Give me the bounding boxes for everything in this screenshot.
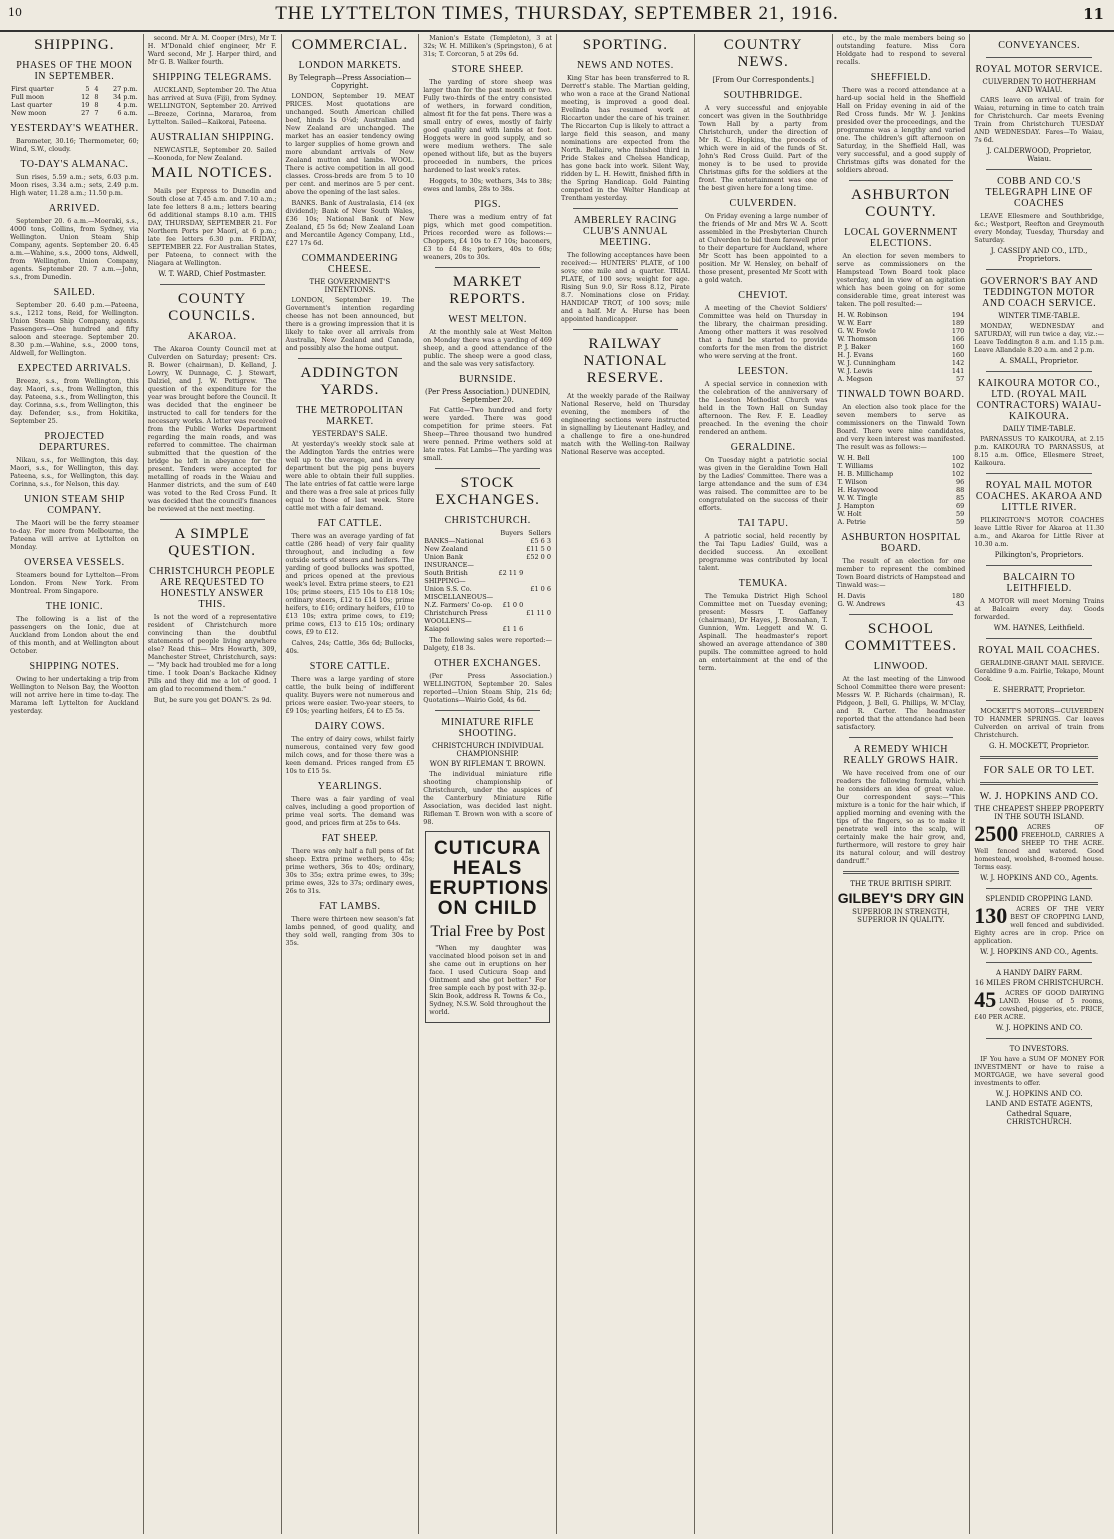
divider [986,638,1092,639]
sailed-text: September 20. 6.40 p.m.—Pateena, s.s., 1212 tons, Reid, for Wellington. Union Steam Ship Company, agents. Passengers—One hundred and fifty saloon and steerage. September 20. 8.30 p.m.—Wahine, s.s., 2000 tons, Aldwell, for Wellington. [10,301,139,357]
divider [160,519,265,520]
amberley-heading: AMBERLEY RACING CLUB'S ANNUAL MEETING. [573,215,677,248]
mockett-proprietor: G. H. MOCKETT, Proprietor. [989,742,1090,750]
rifle-text: The individual miniature rifle shooting championship of Christchurch, under the auspices of the Canterbury Miniature Rifle Association, was decided last night. Rifleman T. Brown won with a score of 98. [423,770,552,826]
geraldine-coaches-heading: ROYAL MAIL COACHES. [978,645,1101,656]
akaroa-heading: ROYAL MAIL MOTOR COACHES. AKAROA AND LITTLE RIVER. [975,480,1103,513]
royal-motor-heading: ROYAL MOTOR SERVICE. [975,64,1103,75]
store-sheep-heading: STORE SHEEP. [451,64,524,75]
result-row: A. Petrie 59 [837,518,965,526]
fat-cattle-heading: FAT CATTLE. [317,518,383,529]
hair-remedy-heading: A REMEDY WHICH REALLY GROWS HAIR. [843,744,959,766]
divider [980,756,1098,759]
dairy-acres: 45 [974,987,997,1012]
col4-top-text: Manion's Estate (Templeton), 3 at 32s; W. H. Milliken's (Springston), 6 at 31s; T. Corcoran, 5 at 29s 6d. [423,34,552,58]
gin-tagline: SUPERIOR IN STRENGTH, SUPERIOR IN QUALITY. [852,908,950,924]
oversea-text: Steamers bound for Lyttelton—From London. From New York. From Montreal. From Singapore. [10,571,139,595]
union-text: The Maori will be the ferry steamer to-day. For more from Melbourne, the Pateena will arrive at Lyttelton on Monday. [10,519,139,551]
southbridge-text: A very successful and enjoyable concert was given in the Southbridge Town Hall by a party from Christchurch, under the direction of Mr R. C. Hopkins, the proceeds of which were in aid of the funds of St. John's Red Cross Guild. Part of the money is to be used to provide Christmas gifts for the soldiers at the front. The entertainment was one of the best given here for a long time. [698,104,828,192]
dairy-farm-heading: A HANDY DAIRY FARM. [995,969,1083,977]
other-exchanges-heading: OTHER EXCHANGES. [434,658,542,669]
leeston-heading: LEESTON. [737,366,789,377]
masthead [0,0,1114,32]
stock-table [423,529,552,633]
fat-sheep-text: There was only half a full pens of fat sheep. Extra prime wethers, to 45s; prime wethers, 36s to 40s; ordinary, 30s to 35s; extra prime ewes, to 39s; prime ewes, 32s to 37s; ordinary ewes, 26s to 31s. [285,847,415,895]
investors-text: IF You have a SUM OF MONEY FOR INVESTMENT or have to raise a MORTGAGE, we have several good investments to offer. [974,1055,1104,1087]
addington-text: At yesterday's weekly stock sale at the Addington Yards the entries were well up to the average, and in every department but the pig pens buyers were able to obtain their full supplies. The late entries of fat cattle were large and there was a free sale at prices fully equal to those of last week. Store cattle met with a fair demand. [285,440,415,512]
column-commercial [282,34,420,1534]
cropping-agent: W. J. HOPKINS AND CO., Agents. [980,948,1099,956]
result-row: T. Williams 102 [837,462,965,470]
oversea-heading: OVERSEA VESSELS. [24,557,125,568]
weather-text: Barometer, 30.16; Thermometer, 60; Wind, S.W., cloudy. [10,137,139,153]
divider [573,208,678,209]
result-row: W. Thomson 166 [837,335,965,343]
royal-motor-text: CARS leave on arrival of train for Waiau, returning in time to catch train for Christchurch. Car meets Evening Train from Christchurch TUESDAY AND WEDNESDAY. Fares—To Waiau, 7s 6d. [974,96,1104,144]
dairy-farm-advert [974,989,1104,1021]
london-heading: LONDON MARKETS. [298,60,402,71]
stock-row: Union S.S. Co. £1 0 6 [424,585,551,593]
rifle-subheading-2: WON BY RIFLEMAN T. BROWN. [429,760,546,768]
result-row: J. Hampton 69 [837,502,965,510]
cuticura-advert [425,831,550,1023]
country-news-subheading: [From Our Correspondents.] [712,76,814,84]
linwood-heading: LINWOOD. [873,661,928,672]
sheep-acres: 2500 [974,821,1019,846]
masthead-title: THE LYTTELTON TIMES, THURSDAY, SEPTEMBER 21, 1916. [275,3,839,24]
sporting-heading: SPORTING. [582,37,668,53]
column-sporting [557,34,695,1534]
geraldine-coaches-text: GERALDINE-GRANT MAIL SERVICE. Geraldine 9 a.m. Fairlie, Tekapo, Mount Cook. [974,659,1104,683]
sheffield-heading: SHEFFIELD. [870,72,932,83]
store-sheep-prices: Hoggets, to 30s; wethers, 34s to 38s; ewes and lambs, 28s to 38s. [423,177,552,193]
result-row: A. Megson 57 [837,375,965,383]
mockett-text: MOCKETT'S MOTORS—CULVERDEN TO HANMER SPRINGS. Car leaves Culverden on arrival of train from Christchurch. [974,707,1104,739]
ionic-heading: THE IONIC. [45,601,103,612]
result-row: W. J. Cunningham 142 [837,359,965,367]
hair-remedy-text: We have received from one of our readers the following formula, which he considers an idea of great value. Our correspondent says:—"This mixture is a tonic for the hair which, if applied morning and evening with the tips of the fingers, so as to make it penetrate well into the scalp, will certainly make the hair grow, and, furthermore, will restore to grey hair its natural colour, and will destroy dandruff." [836,769,966,865]
cheviot-heading: CHEVIOT. [738,290,788,301]
stock-row: New Zealand £11 5 0 [424,545,551,553]
sheep-property-advert [974,823,1104,871]
stock-row: South British £2 11 9 [424,569,524,577]
column-elections [833,34,971,1534]
hampstead-results [837,311,966,383]
stock-row: WOOLLENS— [424,617,472,625]
result-row: W. W. Tingle 85 [837,494,965,502]
divider [435,468,540,469]
geraldine-heading: GERALDINE. [730,442,796,453]
stock-row: MISCELLANEOUS— [424,593,494,601]
burnside-dateline: (Per Press Association.) DUNEDIN, September 20. [425,388,551,404]
calves-text: Calves, 24s; Cattle, 36s 6d; Bullocks, 40s. [285,639,415,655]
land-agents-heading: LAND AND ESTATE AGENTS, [985,1100,1093,1108]
cobb-heading: COBB AND CO.'S TELEGRAPH LINE OF COACHES [985,176,1093,209]
burnside-text: Fat Cattle—Two hundred and forty were yarded. There was good competition for prime steers. Fat Sheep—Three thousand two hundred were penned. Prime wethers sold at late rates. Fat Lambs—The yarding was small. [423,406,552,462]
kaikoura-heading: KAIKOURA MOTOR CO., LTD. (ROYAL MAIL CONTRACTORS) WAIAU-KAIKOURA. [976,378,1102,422]
weather-heading: YESTERDAY'S WEATHER. [10,123,139,134]
temuka-text: The Temuka District High School Committee met on Tuesday evening; present: Messrs T. Gaffaney (chairman), Dr Hayes, J. Brosnahan, T. Gunnion, Wm. Leggett and W. G. Aspinall. The headmaster's report showed an average attendance of 380 pupils. The committee agreed to hold an entertainment at the end of the term. [698,592,828,672]
london-text: LONDON, September 19. MEAT PRICES. Most quotations are unchanged. South American chilled beef, hinds 1s 0¼d; Australian and New Zealand are unchanged. The market has an easier tendency owing to larger supplies of home grown and more abundant arrivals of New Zealand mutton and lambs. WOOL. There is active competition in all good classes. Cross-breds are from 5 to 10 per cent. and merinos are 5 per cent. above the opening of the last sales. [285,92,415,196]
page-number: 11 [1083,5,1104,23]
linwood-text: At the last meeting of the Linwood School Committee there were present: Messrs W. P. Richards (chairman), R. Pidgeon, J. Bell, G. Phillips, W. M'Clay, and R. Carter. The headmaster reported that the attendance had been satisfactory. [836,675,966,731]
governors-bay-text: MONDAY, WEDNESDAY and SATURDAY, will run twice a day, viz.:—Leave Teddington 8 a.m. and 1.15 p.m. Leave Allandale 8.20 a.m. and 2 p.m. [974,322,1104,354]
cheese-subheading: THE GOVERNMENT'S INTENTIONS. [309,278,391,294]
railway-reserve-heading: RAILWAY NATIONAL RESERVE. [583,336,668,386]
kaikoura-text: PARNASSUS TO KAIKOURA, at 2.15 p.m. KAIKOURA TO PARNASSUS, at 8.15 a.m. Office, Ellesmere Street, Kaikoura. [974,435,1104,467]
moon-row: Last quarter 19 8 4 p.m. [11,101,138,109]
divider [986,565,1092,566]
column-shipping [6,34,144,1534]
stock-row: Kaiapoi £1 1 6 [424,625,524,633]
cheese-heading: COMMANDEERING CHEESE. [301,253,399,275]
projected-heading: PROJECTED DEPARTURES. [38,431,110,453]
telegrams-heading: SHIPPING TELEGRAMS. [152,72,272,83]
column-country-news [695,34,833,1534]
conveyances-heading: CONVEYANCES. [998,40,1081,51]
cobb-text: LEAVE Ellesmere and Southbridge, &c.; Westport, Reefton and Greymouth every Monday, Tuesday, Thursday and Saturday. [974,212,1104,244]
union-heading: UNION STEAM SHIP COMPANY. [23,494,125,516]
almanac-heading: TO-DAY'S ALMANAC. [20,159,129,170]
sheffield-text: There was a record attendance at a hard-up social held in the Sheffield Hall on Friday evening in aid of the Red Cross funds. Mr W. J. Jenkins presided over the proceedings, and the programme was a lengthy and varied one. The children's gift afternoon on Saturday, in the Sheffield Hall, was very successful, and a good supply of Christmas gifts was donated for the soldiers abroad. [836,86,966,174]
yearlings-heading: YEARLINGS. [317,781,382,792]
investors-heading: TO INVESTORS. [1009,1045,1069,1053]
divider [986,473,1092,474]
culverden-heading: CULVERDEN. [729,198,797,209]
telegrams-text: AUCKLAND, September 20. The Atua has arrived at Suva (Fiji), from Sydney. WELLINGTON, September 20. Arrived—Breeze, Corinna, Mararoa, from Lyttelton. Sailed—Kaikorai, Pateena. [147,86,277,126]
dairy-farm-agent: W. J. HOPKINS AND CO. [995,1024,1083,1032]
country-news-heading: COUNTRY NEWS. [723,37,803,70]
divider [986,700,1092,701]
west-melton-text: At the monthly sale at West Melton on Monday there was a yarding of 469 sheep, and a good attendance of the public. The sheep were a good class, and the sale was very satisfactory. [423,328,552,368]
kaikoura-timetable: DAILY TIME-TABLE. [1002,425,1076,433]
banks-text: BANKS. Bank of Australasia, £14 (ex dividend); Bank of New South Wales, £36 10s; National Bank of New Zealand, £5 5s 6d; New Zealand Loan and Mercantile Agency Company, Ltd., £27 17s 6d. [285,199,415,247]
sheep-property-heading: THE CHEAPEST SHEEP PROPERTY IN THE SOUTH ISLAND. [974,805,1104,821]
stock-note: The following sales were reported:—Dalgety, £18 3s. [423,636,552,652]
cropping-acres: 130 [974,903,1008,928]
shipping-notes-heading: SHIPPING NOTES. [29,661,120,672]
addington-subheading: THE METROPOLITAN MARKET. [296,405,404,427]
hospital-heading: ASHBURTON HOSPITAL BOARD. [841,532,961,554]
news-notes-heading: NEWS AND NOTES. [577,60,674,71]
cheviot-text: A meeting of the Cheviot Soldiers' Committee was held on Thursday in the library, the chairman presiding. Among other matters it was resolved that a fund be started to provide comforts for the men from the district who were serving at the front. [698,304,828,360]
ionic-text: The following is a list of the passengers on the Ionic, due at Auckland from London about the end of this month, and at Wellington about October. [10,615,139,655]
london-byline: By Telegraph—Press Association—Copyright. [288,74,412,90]
gin-subheading: THE TRUE BRITISH SPIRIT. [850,880,952,888]
expected-heading: EXPECTED ARRIVALS. [17,363,132,374]
rifle-subheading: CHRISTCHURCH INDIVIDUAL CHAMPIONSHIP. [431,742,544,758]
moon-row: Full moon 12 8 34 p.m. [11,93,138,101]
commercial-heading: COMMERCIAL. [291,37,409,53]
cuticura-text: "When my daughter was vaccinated blood poison set in and she came out in eruptions on her face. I used Cuticura Soap and Ointment and she got better." For free sample each by post with 32-p. Skin Book, address R. Towns & Co., Sydney, N.S.W. Sold throughout the world. [429,944,546,1016]
result-row: T. Wilson 96 [837,478,965,486]
dairy-cows-heading: DAIRY COWS. [314,721,385,732]
simple-question-end: But, be sure you get DOAN'S. 2s 9d. [153,696,272,704]
sailed-heading: SAILED. [53,287,96,298]
moon-table [10,85,139,117]
cropping-text: ACRES OF THE VERY BEST OF CROPPING LAND, well fenced and subdivided. Eighty acres are in crop. Price on application. [974,905,1104,945]
arrived-heading: ARRIVED. [48,203,100,214]
dairy-farm-distance: 16 MILES FROM CHRISTCHURCH. [974,979,1104,987]
ashburton-heading: ASHBURTON COUNTY. [851,187,951,220]
sheep-property-text: ACRES OF FREEHOLD, CARRIES A SHEEP TO THE ACRE. Well fenced and watered. Good homestead, woolshed, 8-roomed house. Terms easy. [974,823,1104,871]
moon-heading: PHASES OF THE MOON IN SEPTEMBER. [16,60,133,82]
sheep-property-agent: W. J. HOPKINS AND CO., Agents. [980,874,1099,882]
hospital-results [837,592,966,608]
store-sheep-text: The yarding of store sheep was larger than for the past month or two. Fully two-thirds of the entry consisted of wethers, in forward condition, almost fit for the fat pens. There was a small entry of ewes, mostly of fairly good quality and with lambs at foot. Hoggets were in good supply, and so were medium wethers. The sale opened without life, but as the buyers proceeded in numbers, the prices hardened to last week's rates. [423,78,552,174]
result-row: W. H. Bell 100 [837,454,965,462]
yearlings-text: There was a fair yarding of veal calves, including a good proportion of prime veal sorts. The demand was good, and prices firm at 25s to 64s. [285,795,415,827]
for-sale-heading: FOR SALE OR TO LET. [983,765,1095,776]
result-row: W. J. Lewis 141 [837,367,965,375]
hospital-text: The result of an election for one member to represent the combined Town Board districts of Hampstead and Tinwald was:— [836,557,966,589]
pigs-text: There was a medium entry of fat pigs, which met good competition. Prices recorded were as follows:—Choppers, £4 10s to £7 10s; baconers, £3 to £4 8s; porkers, 40s to 60s; weaners, 20s to 30s. [423,213,552,261]
stock-row: N.Z. Farmers' Co-op. £1 0 0 [424,601,524,609]
fat-lambs-text: There were thirteen new season's fat lambs penned, of good quality, and they sold well, ranging from 30s to 35s. [285,915,415,947]
cuticura-headline: CUTICURA HEALS ERUPTIONS ON CHILD [429,838,550,919]
cuticura-trial: Trial Free by Post [430,923,545,940]
result-row: G. W. Fowle 170 [837,327,965,335]
southbridge-heading: SOUTHBRIDGE. [723,90,803,101]
fat-sheep-heading: FAT SHEEP. [321,833,379,844]
news-notes-text: King Star has been transferred to R. Derrett's stable. The Martian gelding, who won a race at the Grand National meeting, is improved a good deal. Evelinda has resumed work at Riccarton under the care of his trainer. The Riccarton Cup is likely to attract a large field this season, and many nominations are expected from the North. Bellaire, who finished third in Pride Stakes and Chelsea Handicap, has gone back into work. Silent Way, ridden by L. H. Hewitt, finished fifth in the Spring Handicap. Gold Painting competed in the Welter Handicap at Trentham yesterday. [561,74,690,202]
column-conveyances [970,34,1108,1534]
dairy-farm-text: ACRES OF GOOD DAIRYING LAND. House of 5 rooms, cowshed, piggeries, etc. PRICE, £40 PER ACRE. [974,989,1104,1021]
culverden-text: On Friday evening a large number of the friends of Mr and Mrs W. A. Scott assembled in the Presbyterian Church at Culverden to bid them farewell prior to their departure for Auckland, where Mr Scott has been appointed to a position. Mr W. Hensley, on behalf of those present, presented Mr Scott with a gold watch. [698,212,828,284]
divider [849,614,954,615]
masthead-left: 10 [8,6,22,19]
simple-question-text: Is not the word of a representative resident of Christchurch more convincing than the doubtful statements of people living anywhere else? Read this— Mrs Howarth, 309, Manchester Street, Christchurch, says:— "My back had troubled me for a long time. I took Doan's Backache Kidney Pills and they did me a lot of good. I am glad to recommend them." [147,613,277,693]
balcairn-text: A MOTOR will meet Morning Trains at Balcairn every day. Goods forwarded. [974,597,1104,621]
shipping-heading: SHIPPING. [34,37,115,53]
geraldine-coaches-proprietor: E. SHERRATT, Proprietor. [993,686,1086,694]
divider [980,782,1098,785]
divider [986,962,1092,963]
divider [986,169,1092,170]
royal-motor-route: CULVERDEN TO HOTHERHAM AND WAIAU. [982,78,1096,94]
west-melton-heading: WEST MELTON. [448,314,527,325]
addington-heading: ADDINGTON YARDS. [300,365,400,398]
projected-text: Nikau, s.s., for Wellington, this day. Maori, s.s., for Wellington, this day. Pateena, s.s., for Wellington, this day. Corinna, s.s., for Nelson, this day. [10,456,139,488]
temuka-heading: TEMUKA. [738,578,788,589]
governors-bay-timetable: WINTER TIME-TABLE. [998,312,1081,320]
land-agents-address: Cathedral Square, CHRISTCHURCH. [1006,1110,1072,1126]
amberley-text: The following acceptances have been received:— HUNTERS' PLATE, of 100 sovs; one mile and a quarter. TRIAL PLATE, of 100 sovs; weight for age. Rising Sun 9.0, Sir Ross 8.12, Pirate 8.7. Nominations close on Friday. HANDICAP TROT, of 100 sovs; mile and a half. Mr A. Hurse has been appointed handicapper. [561,251,690,323]
stock-row: SHIPPING— [424,577,466,585]
cropping-advert [974,905,1104,945]
simple-question-subheading: CHRISTCHURCH PEOPLE ARE REQUESTED TO HONESTLY ANSWER THIS. [149,566,276,610]
stock-exchanges-heading: STOCK EXCHANGES. [435,475,540,508]
investors-agent: W. J. HOPKINS AND CO. [995,1090,1083,1098]
fat-cattle-text: There was an average yarding of fat cattle (286 head) of very fair quality throughout, and including a few outside sorts of steers and heifers. The yarding of good bullocks was spotted, and prices opened at the previous week's level. Extra prime steers, to £21 10s; prime steers, £15 10s to £18 10s; ordinary steers, £12 to £14 10s; prime heifers, to £16; ordinary heifers, £10 to £13 10s; extra prime cows, to £19; prime cows, £13 to £15 10s; ordinary cows, £9 to £12. [285,532,415,636]
almanac-text: Sun rises, 5.59 a.m.; sets, 6.03 p.m. Moon rises, 3.34 a.m.; sets, 2.49 p.m. High water, 11.28 a.m.; 11.50 p.m. [10,173,139,197]
divider [849,737,954,738]
result-row: H. W. Robinson 194 [837,311,965,319]
result-row: G. W. Andrews 43 [837,600,965,608]
balcairn-heading: BALCAIRN TO LEITHFIELD. [1003,572,1076,594]
burnside-heading: BURNSIDE. [459,374,517,385]
result-row: H. Davis 180 [837,592,965,600]
mail-text: Mails per Express to Dunedin and South close at 7.45 a.m. and 7.10 a.m.; late fee letters 8 a.m.; letters bearing 6d additional stamps 8.10 a.m. THIS DAY, THURSDAY, SEPTEMBER 21. For Northern Ports per Maori, at 6 p.m.; late fee letters 6.30 p.m. FRIDAY, SEPTEMBER 22. For Australian States, per Pateena, to connect with the Niagara at Wellington. [147,187,277,267]
moon-row: First quarter 5 4 27 p.m. [11,85,138,93]
store-cattle-text: There was a large yarding of store cattle, the bulk being of indifferent quality. Buyers were not numerous and prices were easier. Two-year steers, to £9 10s; yearling heifers, £4 to £5 5s. [285,675,415,715]
tinwald-text: An election also took place for the seven members to serve as commissioners on the Tinwald Town Board. There were nine candidates, and very keen interest was manifested. The result was as follows:— [836,403,966,451]
akaroa-proprietor: Pilkington's, Proprietors. [994,551,1084,559]
geraldine-text: On Tuesday night a patriotic social was given in the Geraldine Town Hall by the Ladies' Committee. There was a large attendance and the sum of £34 was raised. The committee are to be congratulated on the success of their efforts. [698,456,828,512]
col7-top-text: etc., by the male members being so outstanding feature. Miss Cora Holdgate had to respond to several recalls. [836,34,966,66]
cheese-text: LONDON, September 19. The Government's intention regarding cheese has not been announced, but there is a growing impression that it is likely to take over all arrivals from Australia, New Zealand and Canada, and possibly also the home output. [285,296,415,352]
divider [986,371,1092,372]
tinwald-results [837,454,966,526]
stock-table-header: Buyers Sellers [500,529,551,537]
tinwald-heading: TINWALD TOWN BOARD. [837,389,965,400]
fat-lambs-heading: FAT LAMBS. [319,901,381,912]
australian-heading: AUSTRALIAN SHIPPING. [150,132,275,143]
arrived-text: September 20. 6 a.m.—Moeraki, s.s., 4000 tons, Collins, from Sydney, via Wellington. Union Steam Ship Company, agents. September 20. 6.45 a.m.—Wahine, s.s., 2000 tons, Aldwell, from Wellington. Union Company, agents. September 20. 7 a.m.—John, s.s., from Dunedin. [10,217,139,281]
result-row: H. B. Millichamp 102 [837,470,965,478]
elections-subheading: LOCAL GOVERNMENT ELECTIONS. [844,227,958,249]
divider [160,284,265,285]
governors-bay-heading: GOVERNOR'S BAY AND TEDDINGTON MOTOR AND COACH SERVICE. [980,276,1099,309]
other-exchanges-text: (Per Press Association.) WELLINGTON, September 20. Sales reported—Union Steam Ship, 21s 6d; Quotations—Wairio Gold, 4s 6d. [423,672,552,704]
royal-motor-proprietor: J. CALDERWOOD, Proprietor, Waiau. [986,147,1092,163]
akaroa-text: PILKINGTON'S MOTOR COACHES leave Little River for Akaroa at 11.30 a.m., and Akaroa for Little River at 10.30 a.m. [974,516,1104,548]
column-mail-councils [144,34,282,1534]
tai-tapu-text: A patriotic social, held recently by the Tai Tapu Ladies' Guild, was a decided success. An excellent programme was contributed by local talent. [698,532,828,572]
columns [6,34,1108,1534]
stock-christchurch-heading: CHRISTCHURCH. [444,515,531,526]
column-markets [419,34,557,1534]
councils-subheading: AKAROA. [187,331,237,342]
stock-row: INSURANCE— [424,561,474,569]
councils-heading: COUNTY COUNCILS. [168,291,256,324]
mail-signature: W. T. WARD, Chief Postmaster. [158,270,266,278]
moon-row: New moon 27 7 6 a.m. [11,109,138,117]
divider [435,267,540,268]
addington-subheading-2: YESTERDAY'S SALE. [312,430,388,438]
result-row: P. J. Baker 160 [837,343,965,351]
simple-question-heading: A SIMPLE QUESTION. [168,526,256,559]
result-row: W. W. Earr 189 [837,319,965,327]
divider [843,871,960,874]
col2-top-text: second. Mr A. M. Cooper (Mrs), Mr T. H. M'Donald chief engineer, Mr F. Ward second, Mr J. Harper third, and Mr G. B. Walker fourth. [147,34,277,66]
rifle-heading: MINIATURE RIFLE SHOOTING. [441,717,535,739]
tai-tapu-heading: TAI TAPU. [737,518,789,529]
elections-text: An election for seven members to serve as commissioners on the Hampstead Town Board took place yesterday, and in view of an agitation which has been going on for some considerable time, great interest was taken. The poll resulted:— [836,252,966,308]
divider [298,358,403,359]
school-committees-heading: SCHOOL COMMITTEES. [844,621,957,654]
governors-bay-proprietor: A. SMALL, Proprietor. [999,357,1079,365]
stock-row: Christchurch Press £1 11 0 [424,609,551,617]
railway-reserve-text: At the weekly parade of the Railway National Reserve, held on Thursday evening, the members of the engineering sections were instructed in signalling by Lieutenant Hadley, and a challenge to fire a one-hundred match with the Welling-ton Railway National Reserve was accepted. [561,392,690,456]
result-row: H. J. Evans 160 [837,351,965,359]
stock-row: BANKS—National £5 6 3 [424,537,551,545]
result-row: H. Haywood 88 [837,486,965,494]
pigs-heading: PIGS. [474,199,501,210]
divider [435,710,540,711]
mail-heading: MAIL NOTICES. [151,165,273,181]
gin-advert-title: GILBEY'S DRY GIN [837,890,964,906]
market-reports-heading: MARKET REPORTS. [449,274,526,307]
councils-text: The Akaroa County Council met at Culverden on Saturday; present: Crs. R. Bower (chairman), D. Kelland, J. Lowry, W. Dunnage, C. J. Stewart, Dalziel, and J. W. Pettigrew. The question of the expenditure for the year was brought before the Council. It was decided that the engineer be instructed to call for tenders for the necessary works. A letter was received from the Public Works Department regarding the main roads, and was referred to committee. The chairman submitted that the question of the bridge be left in abeyance for the present. Tenders were accepted for metalling of roads in the Waiau and Hanmer districts, and the sum of £40 was voted to the Red Cross Fund. It was decided that the council's finances be reviewed at the next meeting. [147,345,277,513]
shipping-notes-text: Owing to her undertaking a trip from Wellington to Nelson Bay, the Wootton will not arrive here in time to-day. The Marama left Lyttelton for Auckland yesterday. [10,675,139,715]
divider [986,269,1092,270]
result-row: W. Holt 59 [837,510,965,518]
divider [986,1038,1092,1039]
divider [849,180,954,181]
expected-text: Breeze, s.s., from Wellington, this day. Maori, s.s., from Wellington, this day. Pateena, s.s., from Wellington, this day. Corinna, s.s., from Wellington, this day. Defender, s.s., from Hokitika, September 25. [10,377,139,425]
leeston-text: A special service in connexion with the celebration of the anniversary of the Leeston Methodist Church was held in the Town Hall on Sunday afternoon. The Rev. F. E. Leadley preached. In the evening the choir rendered an anthem. [698,380,828,436]
divider [986,57,1092,58]
store-cattle-heading: STORE CATTLE. [309,661,390,672]
dairy-cows-text: The entry of dairy cows, whilst fairly numerous, contained very few good milch cows, and for those there was a keen demand. Prices ranged from £5 10s to £15 5s. [285,735,415,775]
divider [986,888,1092,889]
stock-row: Union Bank £52 0 0 [424,553,551,561]
cropping-heading: SPLENDID CROPPING LAND. [985,895,1093,903]
agent-name: W. J. HOPKINS AND CO. [979,791,1099,802]
australian-text: NEWCASTLE, September 20. Sailed—Koonoda, for New Zealand. [147,146,277,162]
balcairn-proprietor: WM. HAYNES, Leithfield. [993,624,1085,632]
cobb-proprietor: J. CASSIDY AND CO., LTD., Proprietors. [990,247,1088,263]
divider [573,329,678,330]
